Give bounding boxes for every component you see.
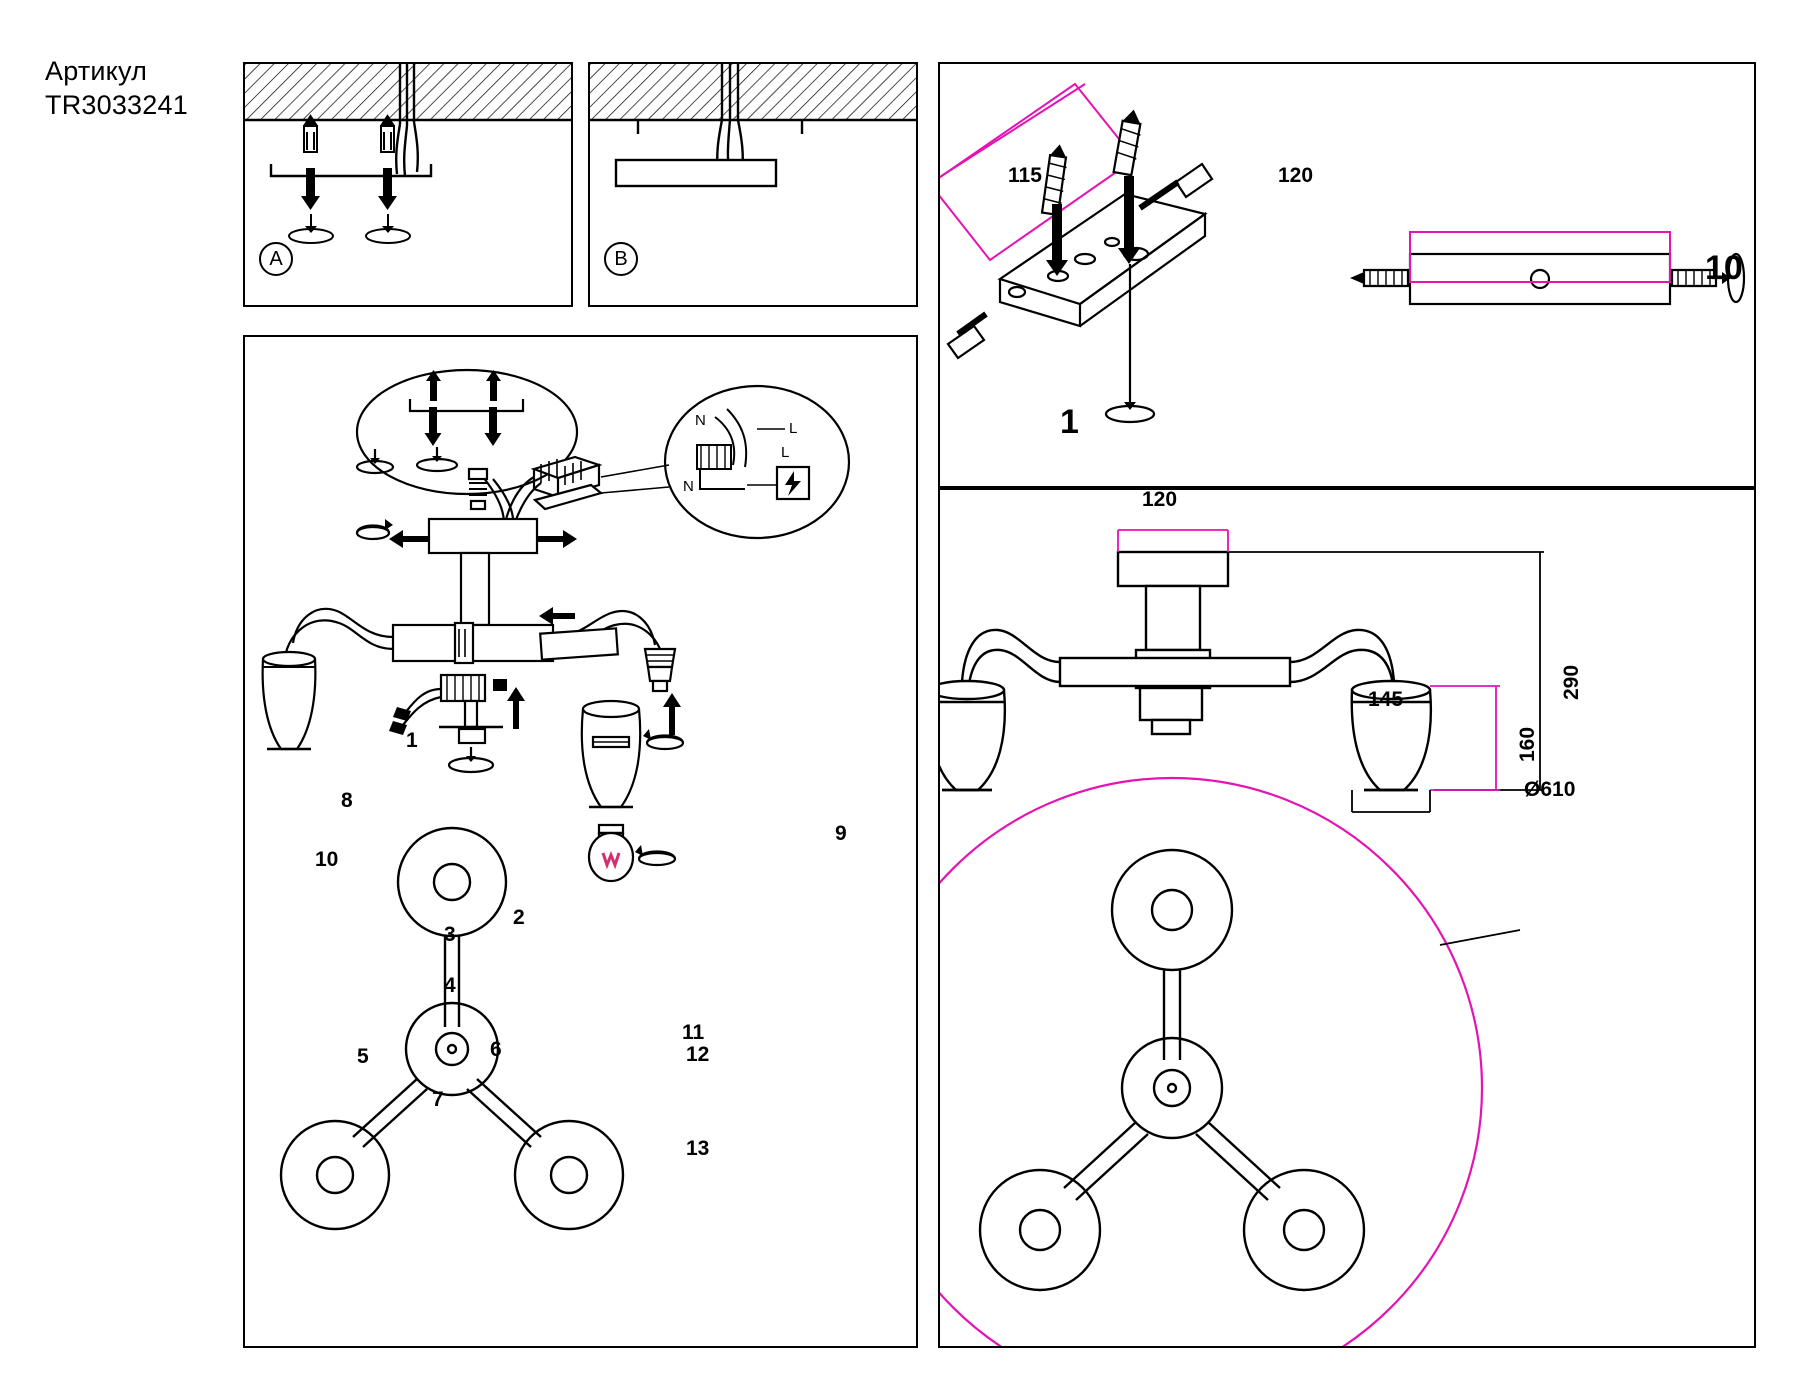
dimension-diameter: Ø610 <box>1524 778 1576 801</box>
step-callout-1: 1 <box>1060 403 1079 441</box>
header <box>45 55 265 123</box>
dimension-120-product: 120 <box>1142 488 1178 511</box>
dimension-120-canopy: 120 <box>1278 164 1314 187</box>
article-code: TR3033241 <box>45 89 188 120</box>
panel-bracket-and-canopy <box>938 62 1756 488</box>
panel-mounting-option-a <box>243 62 573 307</box>
panel-a-drawing <box>245 64 571 305</box>
step-number-11: 11 <box>682 1021 705 1044</box>
step-number-10: 10 <box>315 848 339 871</box>
step-number-5: 5 <box>357 1045 369 1068</box>
step-number-9: 9 <box>835 822 847 845</box>
step-number-12: 12 <box>686 1043 710 1066</box>
step-number-7: 7 <box>432 1088 444 1111</box>
step-number-13: 13 <box>686 1137 710 1160</box>
step-number-1: 1 <box>406 729 418 752</box>
wiring-label-l-upper: L <box>781 444 790 461</box>
badge-b: B <box>604 242 638 276</box>
panel-dimensions <box>938 488 1756 1348</box>
wiring-label-n-lower: N <box>683 478 694 495</box>
article-label: Артикул <box>45 56 148 86</box>
step-number-8: 8 <box>341 789 353 812</box>
wiring-label-l-right: L <box>789 420 798 437</box>
panel-assembly-exploded <box>243 335 918 1348</box>
panel-mounting-option-b <box>588 62 918 307</box>
badge-a: A <box>259 242 293 276</box>
step-number-2: 2 <box>513 906 525 929</box>
step-number-4: 4 <box>444 974 456 997</box>
step-number-6: 6 <box>490 1038 502 1061</box>
dimension-160: 160 <box>1516 726 1539 762</box>
dimension-145: 145 <box>1368 688 1404 711</box>
assembly-drawing <box>245 337 916 1346</box>
step-callout-10: 10 <box>1705 249 1743 287</box>
step-number-3: 3 <box>444 923 456 946</box>
dimension-115: 115 <box>1008 164 1042 187</box>
panel-b-drawing <box>590 64 916 305</box>
dimensions-drawing <box>940 490 1754 1346</box>
dimension-290: 290 <box>1560 664 1583 700</box>
wiring-label-n-left: N <box>695 412 706 429</box>
